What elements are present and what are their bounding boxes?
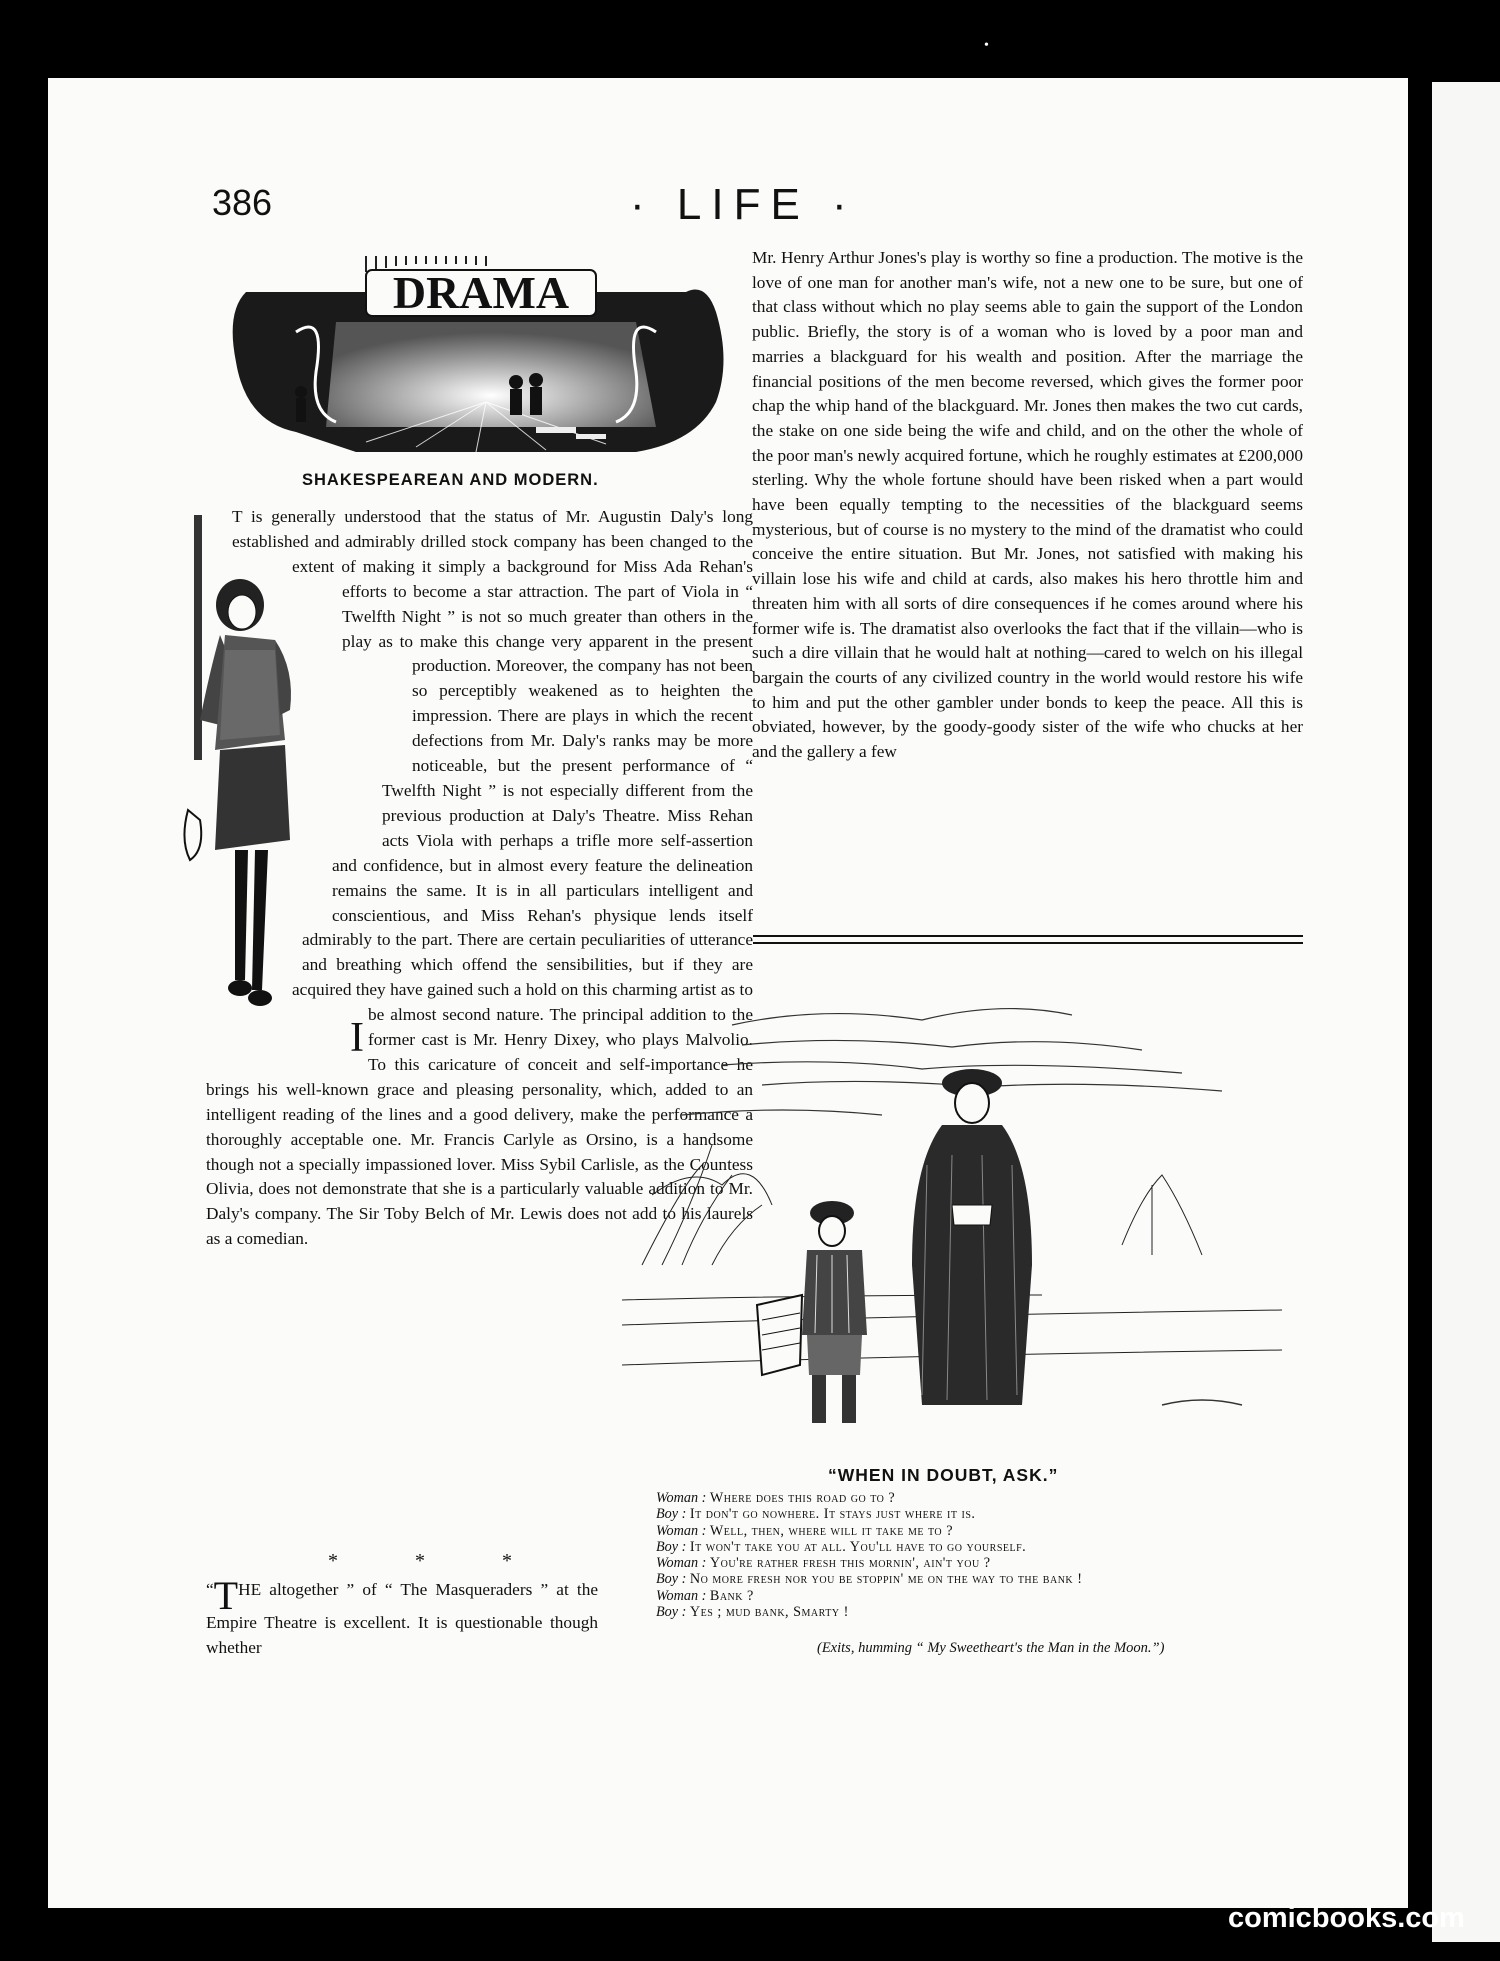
section-heading: SHAKESPEAREAN AND MODERN. <box>302 471 599 489</box>
cartoon-dialogue <box>656 1490 1082 1620</box>
dialogue-line <box>656 1571 1082 1587</box>
paragraph-masqueraders-container <box>206 1573 598 1661</box>
cartoon-caption: “WHEN IN DOUBT, ASK.” <box>828 1465 1059 1485</box>
dialogue-text: Well, then, where will it take me to ? <box>709 1522 953 1539</box>
article-right-column <box>752 246 1303 765</box>
dialogue-speaker: Boy : <box>656 1571 687 1588</box>
dialogue-line <box>656 1588 1082 1604</box>
scan-mark: • <box>984 38 989 53</box>
double-rule-divider <box>753 935 1303 944</box>
dropcap-i: I <box>350 1015 364 1061</box>
dialogue-speaker: Woman : <box>656 1587 707 1604</box>
dialogue-line <box>656 1523 1082 1539</box>
dialogue-text: No more fresh nor you be stoppin' me on the way to the bank ! <box>689 1571 1083 1588</box>
dialogue-text: Where does this road go to ? <box>709 1490 896 1506</box>
paragraph-jones-play: Mr. Henry Arthur Jones's play is worthy so fine a production. The motive is the love of one man for another man's wife, not a new one to be sure, but one of that class without which no play seems able to gain the support of the London public. Briefly, the story is of a woman who is loved by a poor man and marries a blackguard for his wealth and position. After the marriage the financial positions of the men become reversed, which gives the former poor chap the whip hand of the blackguard. Mr. Jones then makes the two cut cards, the stake on one side being the wife and child, and on the other the whole of the poor man's newly acquired fortune, which he roughly estimates at £200,000 sterling. Why the whole fortune should have been risked when a part would have been equally tempting to the necessities of the blackguard seems mysterious, but of course is no mystery to the mind of the dramatist who could conceive the entire situation. But Mr. Jones, not satisfied with making his villain lose his wife and child at cards, also makes his hero throttle him and threaten him with all sorts of dire consequences if he comes around where his former wife is. The dramatist also overlooks the fact that if the villain—who is such a dire villain that he would halt at nothing—cared to welch on his illegal bargain the courts of any civilized country in the world would restore his wife to him and put the other gambler under bonds to keep the peace. All this is obviated, however, by the goody-goody sister of the wife who chucks at her and the gallery a few <box>752 248 1303 762</box>
dialogue-speaker: Woman : <box>656 1555 707 1572</box>
adjacent-page-edge <box>1432 82 1500 1942</box>
dialogue-speaker: Boy : <box>656 1604 687 1621</box>
dialogue-line <box>656 1555 1082 1571</box>
dialogue-line <box>656 1604 1082 1620</box>
site-watermark: comicbooks.com <box>1228 1902 1465 1934</box>
dialogue-text: Yes ; mud bank, Smarty ! <box>689 1604 849 1621</box>
dialogue-line <box>656 1490 1082 1506</box>
drama-banner-title: DRAMA <box>392 267 570 318</box>
when-in-doubt-cartoon <box>622 965 1282 1443</box>
dialogue-line <box>656 1539 1082 1555</box>
paragraph-shakespearean: T is generally understood that the status of Mr. Augustin Daly's long established and admirably drilled stock company has been changed to the extent of making it simply a background for Miss Ada Rehan's efforts to become a star attraction. The part of Viola in “ Twelfth Night ” is not so much greater than others in the play as to make this change very apparent in the present production. Moreover, the company has not been so perceptibly weakened as to heighten the impression. There are plays in which the recent defections from Mr. Daly's ranks may be more noticeable, but the present performance of “ Twelfth Night ” is not especially different from the previous production at Daly's Theatre. Miss Rehan acts Viola with perhaps a trifle more self-assertion and confidence, but in almost every feature the delineation remains the same. It is in all particulars intelligent and conscientious, and Miss Rehan's physique lends itself admirably to the part. There are certain peculiarities of utterance and breathing which offend the sensibilities, but if they are acquired they have gained such a hold on this charming artist as to be almost second nature. The principal addition to the former cast is Mr. Henry Dixey, who plays Malvolio. To this caricature of conceit and self-importance he brings his well-known grace and pleasing personality, which, added to an intelligent reading of the lines and a good delivery, make the performance a thoroughly acceptable one. Mr. Francis Carlyle as Orsino, is a handsome though not a specially impassioned lover. Miss Sybil Carlisle, as the Countess Olivia, does not demonstrate that she is a particularly valuable addition to Mr. Daly's company. The Sir Toby Belch of Mr. Lewis does not add to his laurels as a comedian. <box>206 507 753 1249</box>
dialogue-line <box>656 1506 1082 1522</box>
dialogue-text: It won't take you at all. You'll have to go yourself. <box>689 1538 1027 1555</box>
dialogue-text: Bank ? <box>709 1587 754 1604</box>
drama-banner-illustration <box>216 252 736 460</box>
dialogue-text: You're rather fresh this mornin', ain't you ? <box>709 1555 991 1572</box>
dialogue-speaker: Woman : <box>656 1490 707 1506</box>
page-number: 386 <box>212 182 273 223</box>
cartoon-exit-line: (Exits, humming “ My Sweetheart's the Man in the Moon.”) <box>817 1640 1165 1656</box>
dialogue-speaker: Boy : <box>656 1506 687 1523</box>
dialogue-text: It don't go nowhere. It stays just where it is. <box>689 1506 976 1523</box>
opening-quote: “ <box>206 1580 214 1599</box>
dialogue-speaker: Boy : <box>656 1538 687 1555</box>
masthead: · LIFE · <box>630 180 857 229</box>
dialogue-speaker: Woman : <box>656 1522 707 1539</box>
paragraph-masqueraders: HE altogether ” of “ The Masqueraders ” at the Empire Theatre is excellent. It is questionable though whether <box>206 1580 598 1657</box>
section-separator-stars: * * * <box>328 1550 548 1572</box>
dropcap-t: T <box>213 1573 239 1618</box>
